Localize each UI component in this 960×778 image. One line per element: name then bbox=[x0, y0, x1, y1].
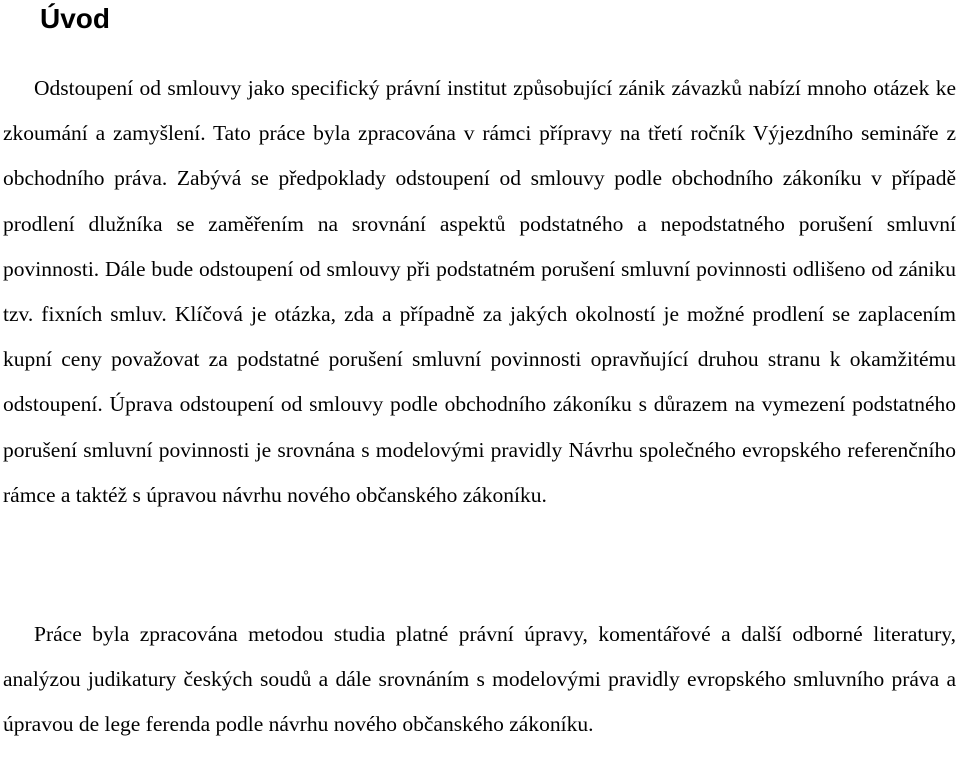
paragraph-methodology: Práce byla zpracována metodou studia platné právní úpravy, komentářové a další odborné literatury, analýzou judikatury českých soudů a dále srovnáním s modelovými pravidly evropského smluvního práva a úpravou de lege ferenda podle návrhu nového občanského zákoníku. bbox=[3, 622, 956, 737]
section-heading: Úvod bbox=[40, 3, 110, 34]
paragraph-introduction: Odstoupení od smlouvy jako specifický právní institut způsobující zánik závazků nabízí mnoho otázek ke zkoumání a zamyšlení. Tato práce byla zpracována v rámci přípravy na třetí ročník Výjezdního semináře z obchodního práva. Zabývá se předpoklady odstoupení od smlouvy podle obchodního zákoníku v případě prodlení dlužníka se zaměřením na srovnání aspektů podstatného a nepodstatného porušení smluvní povinnosti. Dále bude odstoupení od smlouvy při podstatném porušení smluvní povinnosti odlišeno od zániku tzv. fixních smluv. Klíčová je otázka, zda a případně za jakých okolností je možné prodlení se zaplacením kupní ceny považovat za podstatné porušení smluvní povinnosti opravňující druhou stranu k okamžitému odstoupení. Úprava odstoupení od smlouvy podle obchodního zákoníku s důrazem na vymezení podstatného porušení smluvní povinnosti je srovnána s modelovými pravidly Návrhu společného evropského referenčního rámce a taktéž s úpravou návrhu nového občanského zákoníku. bbox=[3, 76, 956, 507]
